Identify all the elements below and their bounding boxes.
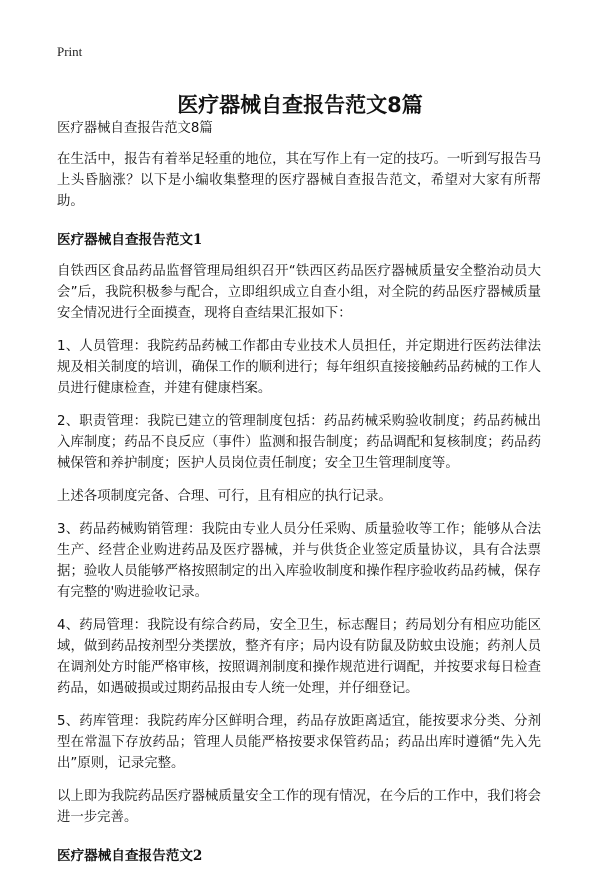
section-1-paragraph-6: 4、药局管理：我院设有综合药局，安全卫生，标志醒目；药局划分有相应功能区域，做到药品按剂型分类摆放，整齐有序；局内设有防鼠及防蚊虫设施；药剂人员在调剂处方时能严格审核，按照调剂制度和操作规范进行调配，并按要求每日检查药品，如遇破损或过期药品报由专人统一处理，并仔细登记。 [57, 618, 541, 696]
print-link[interactable]: Print [57, 44, 83, 59]
section-1-paragraph-3: 2、职责管理：我院已建立的管理制度包括：药品药械采购验收制度；药品药械出入库制度；药品不良反应（事件）监测和报告制度；药品调配和复核制度；药品药械保管和养护制度；医护人员岗位责任制度；安全卫生管理制度等。 [57, 414, 541, 471]
section-1-paragraph-1: 自铁西区食品药品监督管理局组织召开“铁西区药品医疗器械质量安全整治动员大会”后，我院积极参与配合，立即组织成立自查小组，对全院的药品医疗器械质量安全情况进行全面摸查，现将自查结果汇报如下： [57, 264, 541, 321]
document-body [57, 118, 541, 877]
document-title: 医疗器械自查报告范文8篇 [177, 93, 423, 118]
section-heading-2: 医疗器械自查报告范文2 [57, 848, 203, 864]
section-1-paragraph-8: 以上即为我院药品医疗器械质量安全工作的现有情况，在今后的工作中，我们将会进一步完善。 [57, 789, 541, 825]
document-subtitle: 医疗器械自查报告范文8篇 [57, 121, 213, 136]
section-1-paragraph-2: 1、人员管理：我院药品药械工作都由专业技术人员担任，并定期进行医药法律法规及相关制度的培训，确保工作的顺利进行；每年组织直接接触药品药械的工作人员进行健康检查，并建有健康档案。 [57, 339, 541, 396]
section-heading-1: 医疗器械自查报告范文1 [57, 232, 203, 248]
section-1-paragraph-7: 5、药库管理：我院药库分区鲜明合理，药品存放距离适宜，能按要求分类、分剂型在常温下存放药品；管理人员能严格按要求保管药品；药品出库时遵循“先入先出”原则，记录完整。 [57, 714, 541, 771]
intro-paragraph: 在生活中，报告有着举足轻重的地位，其在写作上有一定的技巧。一听到写报告马上头昏脑涨？以下是小编收集整理的医疗器械自查报告范文，希望对大家有所帮助。 [57, 152, 541, 209]
section-1-paragraph-5: 3、药品药械购销管理：我院由专业人员分任采购、质量验收等工作；能够从合法生产、经营企业购进药品及医疗器械，并与供货企业签定质量协议，具有合法票据；验收人员能够严格按照制定的出入库验收制度和操作程序验收药品药械，保存有完整的'购进验收记录。 [57, 522, 541, 600]
section-1-paragraph-4: 上述各项制度完备、合理、可行，且有相应的执行记录。 [57, 489, 392, 504]
